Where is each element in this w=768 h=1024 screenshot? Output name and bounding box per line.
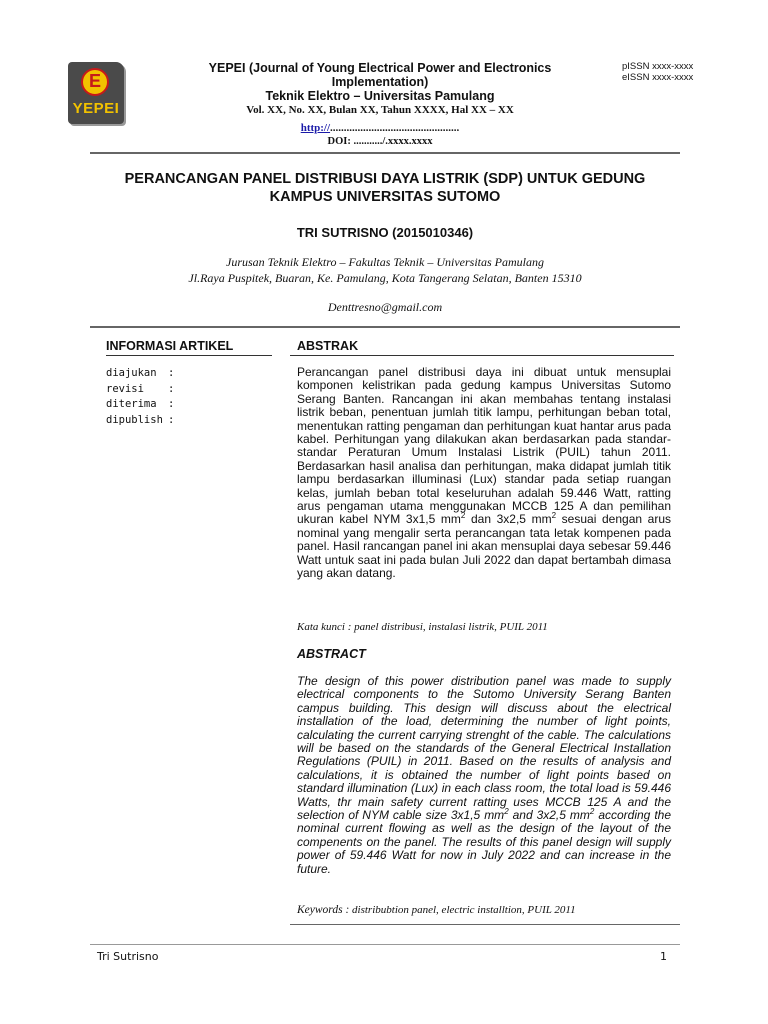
article-info-list (106, 366, 174, 428)
info-row: dipublish : (106, 413, 175, 426)
info-row: diterima : (106, 398, 175, 410)
logo-emblem-icon (81, 68, 109, 96)
info-row: revisi : (106, 382, 175, 395)
author-email: Denttresno@gmail.com (327, 300, 443, 314)
abstrak-keywords: Kata kunci : panel distribusi, instalasi listrik, PUIL 2011 (297, 621, 548, 633)
info-row: diajukan : (106, 367, 175, 379)
keywords-label: Keywords : (297, 904, 350, 916)
footer-author: Tri Sutrisno (97, 950, 159, 963)
journal-logo (68, 62, 124, 124)
keywords-label: Kata kunci : (297, 621, 352, 633)
journal-doi: DOI: .........../.xxxx.xxxx (327, 136, 433, 147)
affiliation-line2: Jl.Raya Puspitek, Buaran, Ke. Pamulang, Kota Tangerang Selatan, Banten 15310 (188, 271, 582, 285)
abstrak-heading-rule (290, 355, 674, 356)
eissn: eISSN xxxx-xxxx (622, 72, 694, 83)
logo-text: YEPEI (72, 100, 120, 117)
abstract-end-rule (290, 924, 680, 925)
info-heading-rule (106, 355, 272, 356)
paper-title (90, 170, 680, 206)
paper-title-line1: PERANCANGAN PANEL DISTRIBUSI DAYA LISTRIK (SDP) UNTUK GEDUNG (124, 171, 646, 187)
journal-volume: Vol. XX, No. XX, Bulan XX, Tahun XXXX, Hal XX – XX (246, 104, 514, 116)
paper-author: TRI SUTRISNO (2015010346) (296, 225, 474, 240)
journal-dept: Teknik Elektro – Universitas Pamulang (265, 89, 495, 103)
page-number: 1 (660, 950, 667, 963)
abstract-keywords: Keywords : distribubtion panel, electric installtion, PUIL 2011 (297, 904, 576, 916)
footer-rule (90, 944, 680, 945)
abstract-body: The design of this power distribution panel was made to supply electrical components to the Sutomo University Serang Banten campus building. This design will discuss about the electrical installation of the load, determining the number of light points, calculating the current carrying strenght of the cable. The calculations will be based on the standards of the General Electrical Installation Regulations (PUIL) in 2011. Based on the results of analysis and calculations, it is obtained the number of light points based on standard illumination (Lux) in each class room, the total load is 59.446 Watts, thr main safety current ratting uses MCCB 125 A and the selection of NYM cable size 3x1,5 $mm^2$ and 3x2,5 $mm^2$ according the nominal current flowing as well as the design of the layout of the compenents on the panel. The results of this panel design will supply power of 59.446 Watt for now in July 2022 and can increase in the future. (297, 674, 671, 876)
header-rule (90, 152, 680, 154)
abstrak-heading: ABSTRAK (297, 339, 359, 353)
journal-url-dots: ............................................... (330, 122, 460, 134)
paper-title-line2: KAMPUS UNIVERSITAS SUTOMO (269, 189, 501, 205)
abstrak-body: Perancangan panel distribusi daya ini dibuat untuk mensuplai komponen kelistrikan pada gedung kampus Universitas Sutomo Serang Banten. Rancangan ini akan membahas tentang instalasi listrik beban, penentuan jumlah titik lampu, perhitungan beban total, menentukan ratting pengaman dan perhitungan kuat hantar arus pada kabel. Perhitungan yang dilakukan akan berdasarkan pada standar-standar Peraturan Umum Instalasi Listrik (PUIL) tahun 2011. Berdasarkan hasil analisa dan perhitungan, maka didapat jumlah titik lampu berdasarkan illuminasi (Lux) standar pada setiap ruangan kelas, jumlah beban total keseluruhan adalah 59.446 Watt, ratting arus pengaman utama menggunakan MCCB 125 A dan pemilihan ukuran kabel NYM 3x1,5 $mm^2$ dan 3x2,5 $mm^2$ sesuai dengan arus nominal yang mengalir serta perancangan tata letak kompenen pada panel. Hasil rancangan panel ini akan mensuplai daya sebesar 59.446 Watt untuk saat ini pada bulan Juli 2022 dan dapat bertambah dimasa yang akan datang. (297, 365, 672, 581)
info-heading: INFORMASI ARTIKEL (106, 339, 234, 353)
journal-url-link[interactable]: http:// (300, 122, 331, 134)
pissn: pISSN xxxx-xxxx (622, 61, 694, 72)
abstract-heading: ABSTRACT (297, 647, 366, 661)
affiliation-line1: Jurusan Teknik Elektro – Fakultas Teknik – Universitas Pamulang (226, 255, 544, 269)
journal-title-line1: YEPEI (Journal of Young Electrical Power and Electronics (208, 61, 552, 75)
journal-title-line2: Implementation) (331, 75, 429, 89)
title-rule (90, 326, 680, 328)
